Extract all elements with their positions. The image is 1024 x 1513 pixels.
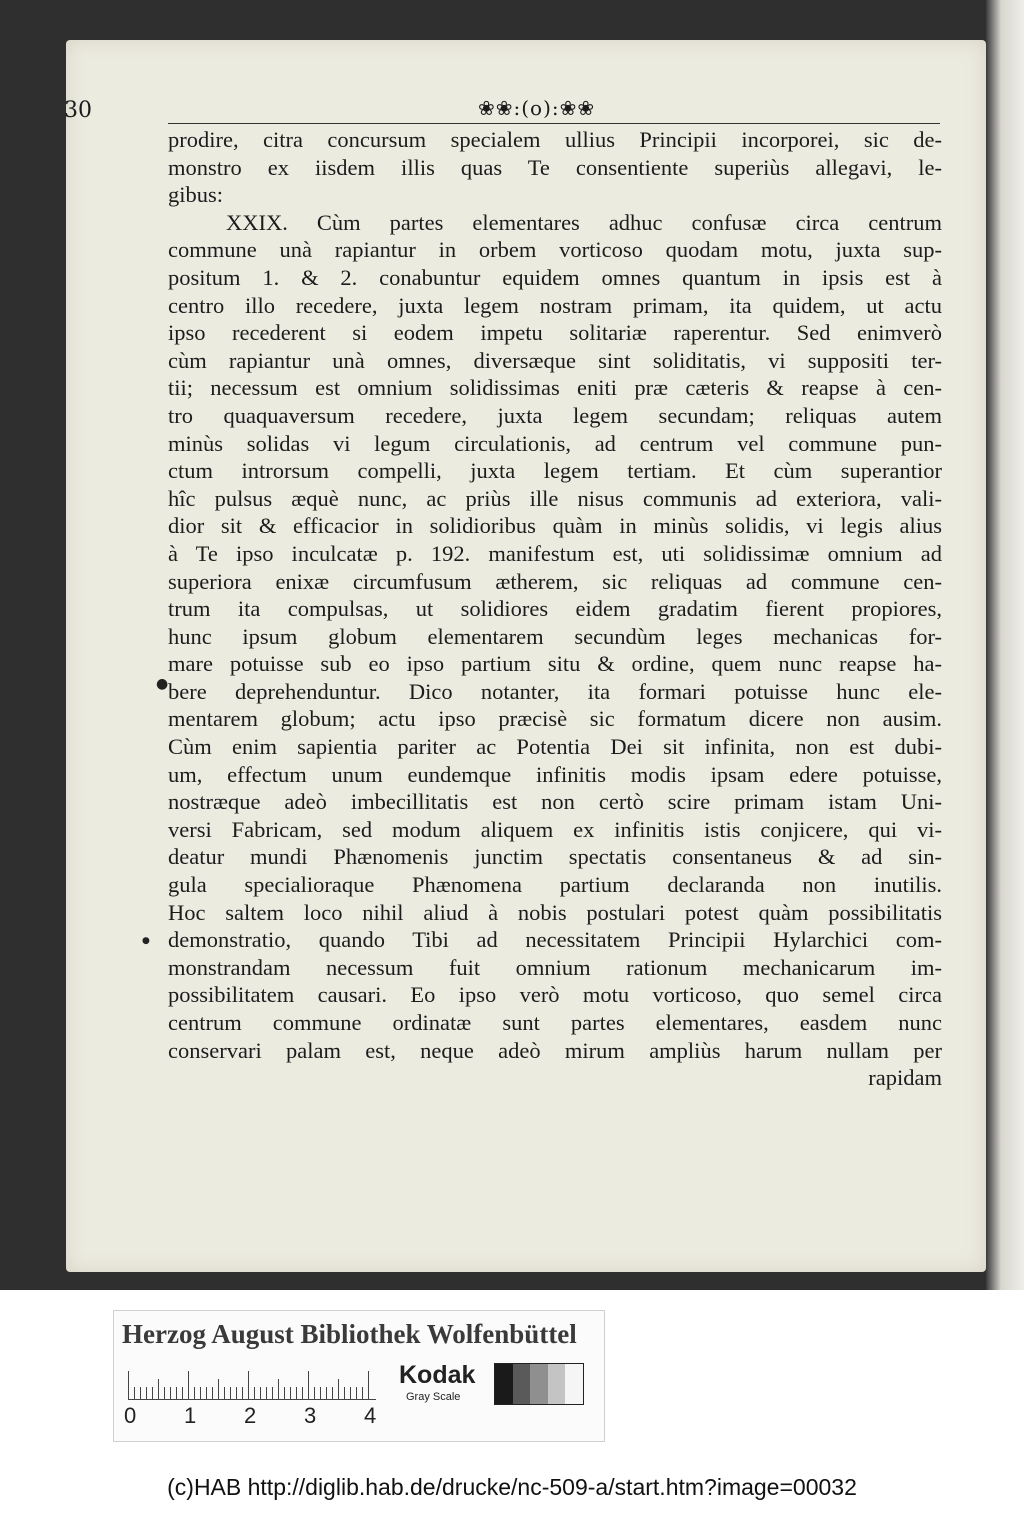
ruler-tick (284, 1387, 285, 1399)
text-line: commune unà rapiantur in orbem vorticoso quodam motu, juxta sup- (168, 237, 942, 263)
margin-dot-mark: ● (142, 936, 150, 946)
gray-patch (548, 1364, 566, 1404)
text-line: centrum commune ordinatæ sunt partes elementares, easdem nunc (168, 1010, 942, 1035)
ruler-tick (254, 1387, 255, 1399)
ruler-tick (290, 1387, 291, 1399)
ruler-tick (128, 1371, 129, 1399)
ruler-tick (236, 1387, 237, 1399)
ruler-tick (308, 1371, 309, 1399)
text-line: Hoc saltem loco nihil aliud à nobis postulari potest quàm possibilitatis (168, 899, 942, 925)
ruler-tick (338, 1379, 339, 1399)
text-line: versi Fabricam, sed modum aliquem ex infinitis istis conjicere, qui vi- (168, 816, 942, 842)
text-line: bere deprehenduntur. Dico notanter, ita formari potuisse hunc ele- (168, 678, 942, 704)
ruler-tick (188, 1371, 189, 1399)
adjacent-page-edge (986, 0, 1024, 1290)
text-line: monstrandam necessum fuit omnium rationum mechanicarum im- (168, 954, 942, 980)
ruler-tick (176, 1387, 177, 1399)
text-line: ctum introrsum compelli, juxta legem tertiam. Et cùm superantior (168, 458, 942, 484)
text-line: dior sit & efficacior in solidioribus quàm in minùs solidis, vi legis alius (168, 513, 942, 539)
text-line: tii; necessum est omnium solidissimas eniti præ cæteris & reapse à cen- (168, 375, 942, 401)
ruler-number: 4 (364, 1403, 377, 1428)
measurement-ruler (128, 1369, 376, 1400)
ruler-tick (302, 1387, 303, 1399)
gray-patch (513, 1364, 531, 1404)
ruler-tick (140, 1387, 141, 1399)
ruler-tick (164, 1387, 165, 1399)
ruler-tick (200, 1387, 201, 1399)
ruler-tick (356, 1387, 357, 1399)
ruler-tick (242, 1387, 243, 1399)
margin-dot-mark: ● (156, 676, 169, 692)
ruler-tick (272, 1387, 273, 1399)
ruler-tick (248, 1371, 249, 1399)
ruler-tick (266, 1387, 267, 1399)
text-line: possibilitatem causari. Eo ipso verò motu vorticoso, quo semel circa (168, 982, 942, 1008)
text-line: gula specialioraque Phænomena partium declaranda non inutilis. (168, 872, 942, 898)
library-name: Herzog August Bibliothek Wolfenbüttel (122, 1319, 577, 1349)
catchword: rapidam (868, 1065, 942, 1091)
gray-scale-patches (494, 1363, 584, 1405)
ruler-tick (368, 1371, 369, 1399)
text-line: demonstratio, quando Tibi ad necessitatem Principii Hylarchici com- (168, 927, 942, 953)
ruler-tick (146, 1387, 147, 1399)
ruler-tick (314, 1387, 315, 1399)
text-line: gibus: (168, 182, 224, 208)
text-line: hîc pulsus æquè nunc, ac priùs ille nisus communis ad exteriora, vali- (168, 485, 942, 511)
ruler-labels (124, 1403, 384, 1429)
ruler-tick (350, 1387, 351, 1399)
gray-patch (565, 1364, 583, 1404)
text-line: deatur mundi Phænomenis junctim spectatis consentaneus & ad sin- (168, 844, 942, 870)
text-line: nostræque adeò imbecillitatis est non certò scire primam istam Uni- (168, 789, 942, 815)
ruler-number: 0 (124, 1403, 137, 1428)
text-line: XXIX. Cùm partes elementares adhuc confusæ circa centrum (226, 209, 942, 235)
ruler-tick (170, 1387, 171, 1399)
text-line: centro illo recedere, juxta legem nostram primam, ita quidem, ut actu (168, 292, 942, 318)
gray-patch (530, 1364, 548, 1404)
gray-scale-caption: Gray Scale (406, 1391, 461, 1403)
text-line: ipso recederent si eodem impetu solitariæ raperentur. Sed enimverò (168, 320, 942, 346)
text-line: mare potuisse sub eo ipso partium situ & ordine, quem nunc reapse ha- (168, 651, 942, 677)
text-line: positum 1. & 2. conabuntur equidem omnes quantum in ipsis est à (168, 264, 942, 290)
ruler-tick (182, 1387, 183, 1399)
ruler-tick (158, 1379, 159, 1399)
text-line: Cùm enim sapientia pariter ac Potentia Dei sit infinita, non est dubi- (168, 734, 942, 760)
footer-credit: (c)HAB http://diglib.hab.de/drucke/nc-509-a/start.htm?image=00032 (167, 1474, 857, 1500)
text-line: cùm rapiantur unà omnes, diversæque sint soliditatis, vi suppositi ter- (168, 347, 942, 373)
gray-patch (495, 1364, 513, 1404)
text-line: prodire, citra concursum specialem ullius Principii incorporei, sic de- (168, 127, 942, 152)
library-label-card (113, 1310, 605, 1442)
ruler-tick (224, 1387, 225, 1399)
ruler-tick (320, 1387, 321, 1399)
ruler-tick (212, 1387, 213, 1399)
page-body-text (168, 126, 942, 1092)
ruler-tick (362, 1387, 363, 1399)
ruler-number: 2 (244, 1403, 257, 1428)
ruler-tick (296, 1387, 297, 1399)
text-line: trum ita compulsas, ut solidiores eidem gradatim fierent propiores, (168, 596, 942, 622)
ruler-tick (332, 1387, 333, 1399)
ruler-tick (152, 1387, 153, 1399)
page-number: 30 (64, 98, 92, 123)
header-ornament: ❀❀:(o):❀❀ (478, 96, 596, 120)
ruler-tick (218, 1379, 219, 1399)
ruler-tick (278, 1379, 279, 1399)
ruler-tick (206, 1387, 207, 1399)
ruler-tick (260, 1387, 261, 1399)
text-line: superiora enixæ circumfusum ætherem, sic reliquas ad commune cen- (168, 568, 942, 594)
ruler-tick (134, 1387, 135, 1399)
ruler-tick (344, 1387, 345, 1399)
text-line: tro quaquaversum recedere, juxta legem secundam; reliquas autem (168, 402, 942, 428)
kodak-brand: Kodak (399, 1361, 476, 1389)
header-rule (168, 123, 940, 124)
text-line: um, effectum unum eundemque infinitis modis ipsam edere potuisse, (168, 761, 942, 787)
ruler-number: 3 (304, 1403, 317, 1428)
ruler-tick (326, 1387, 327, 1399)
text-line: minùs solidas vi legum circulationis, ad centrum vel commune pun- (168, 430, 942, 456)
ruler-number: 1 (184, 1403, 197, 1428)
ruler-tick (230, 1387, 231, 1399)
ruler-tick (194, 1387, 195, 1399)
text-line: mentarem globum; actu ipso præcisè sic formatum dicere non ausim. (168, 706, 942, 732)
text-line: à Te ipso inculcatæ p. 192. manifestum est, uti solidissimæ omnium ad (168, 540, 942, 566)
text-line: conservari palam est, neque adeò mirum ampliùs harum nullam per (168, 1037, 942, 1063)
text-line: monstro ex iisdem illis quas Te consentiente superiùs allegavi, le- (168, 154, 942, 180)
text-line: hunc ipsum globum elementarem secundùm leges mechanicas for- (168, 623, 942, 649)
